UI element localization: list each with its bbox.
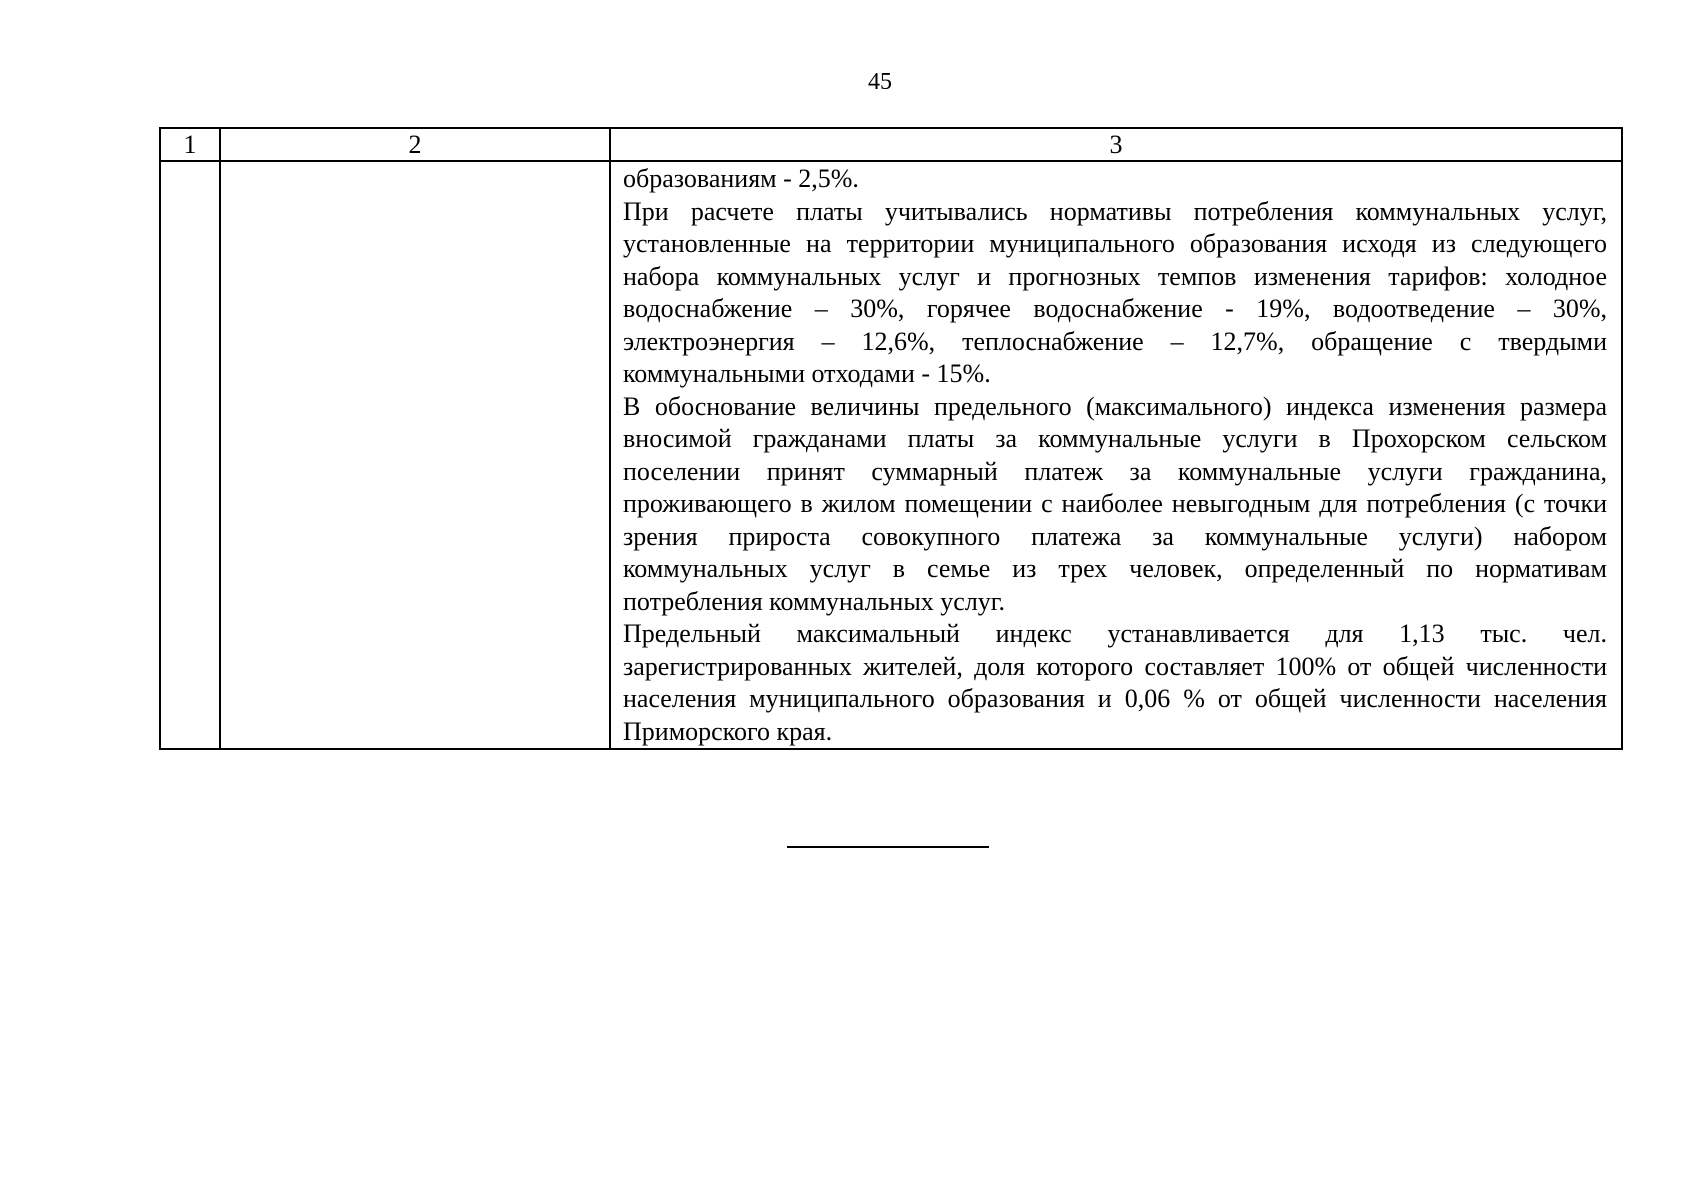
cell-text-block bbox=[611, 162, 1621, 748]
paragraph-justification: В обоснование величины предельного (максимального) индекса изменения размера вносимой гражданами платы за коммунальные услуги в Прохорском сельском поселении принят суммарный платеж за коммунальные услуги гражданина, проживающего в жилом помещении с наиболее невыгодным для потребления (с точки зрения прироста совокупного платежа за коммунальные услуги) набором коммунальных услуг в семье из трех человек, определенный по нормативам потребления коммунальных услуг. bbox=[623, 391, 1607, 616]
table-cell-col-3 bbox=[610, 161, 1622, 749]
paragraph-tariffs: При расчете платы учитывались нормативы потребления коммунальных услуг, установленные на территории муниципального образования исходя из следующего набора коммунальных услуг и прогнозных темпов изменения тарифов: холодное водоснабжение – 30%, горячее водоснабжение - 19%, водоотведение – 30%, электроэнергия – 12,6%, теплоснабжение – 12,7%, обращение с твердыми коммунальными отходами - 15%. bbox=[623, 196, 1607, 388]
end-of-document-rule bbox=[787, 846, 989, 848]
paragraph-index-population: Предельный максимальный индекс устанавливается для 1,13 тыс. чел. зарегистрированных жителей, доля которого составляет 100% от общей численности населения муниципального образования и 0,06 % от общей численности населения Приморского края. bbox=[623, 619, 1607, 746]
table-header-col-2: 2 bbox=[220, 128, 610, 161]
table-cell-col-1 bbox=[160, 161, 220, 749]
table-cell-col-2 bbox=[220, 161, 610, 749]
table-header-row bbox=[160, 128, 1622, 161]
paragraph-continuation: образованиям - 2,5%. bbox=[623, 164, 859, 193]
page-number: 45 bbox=[868, 69, 892, 95]
table-header-col-3: 3 bbox=[610, 128, 1622, 161]
table-header-col-1: 1 bbox=[160, 128, 220, 161]
table-row bbox=[160, 161, 1622, 749]
document-table bbox=[159, 127, 1623, 750]
